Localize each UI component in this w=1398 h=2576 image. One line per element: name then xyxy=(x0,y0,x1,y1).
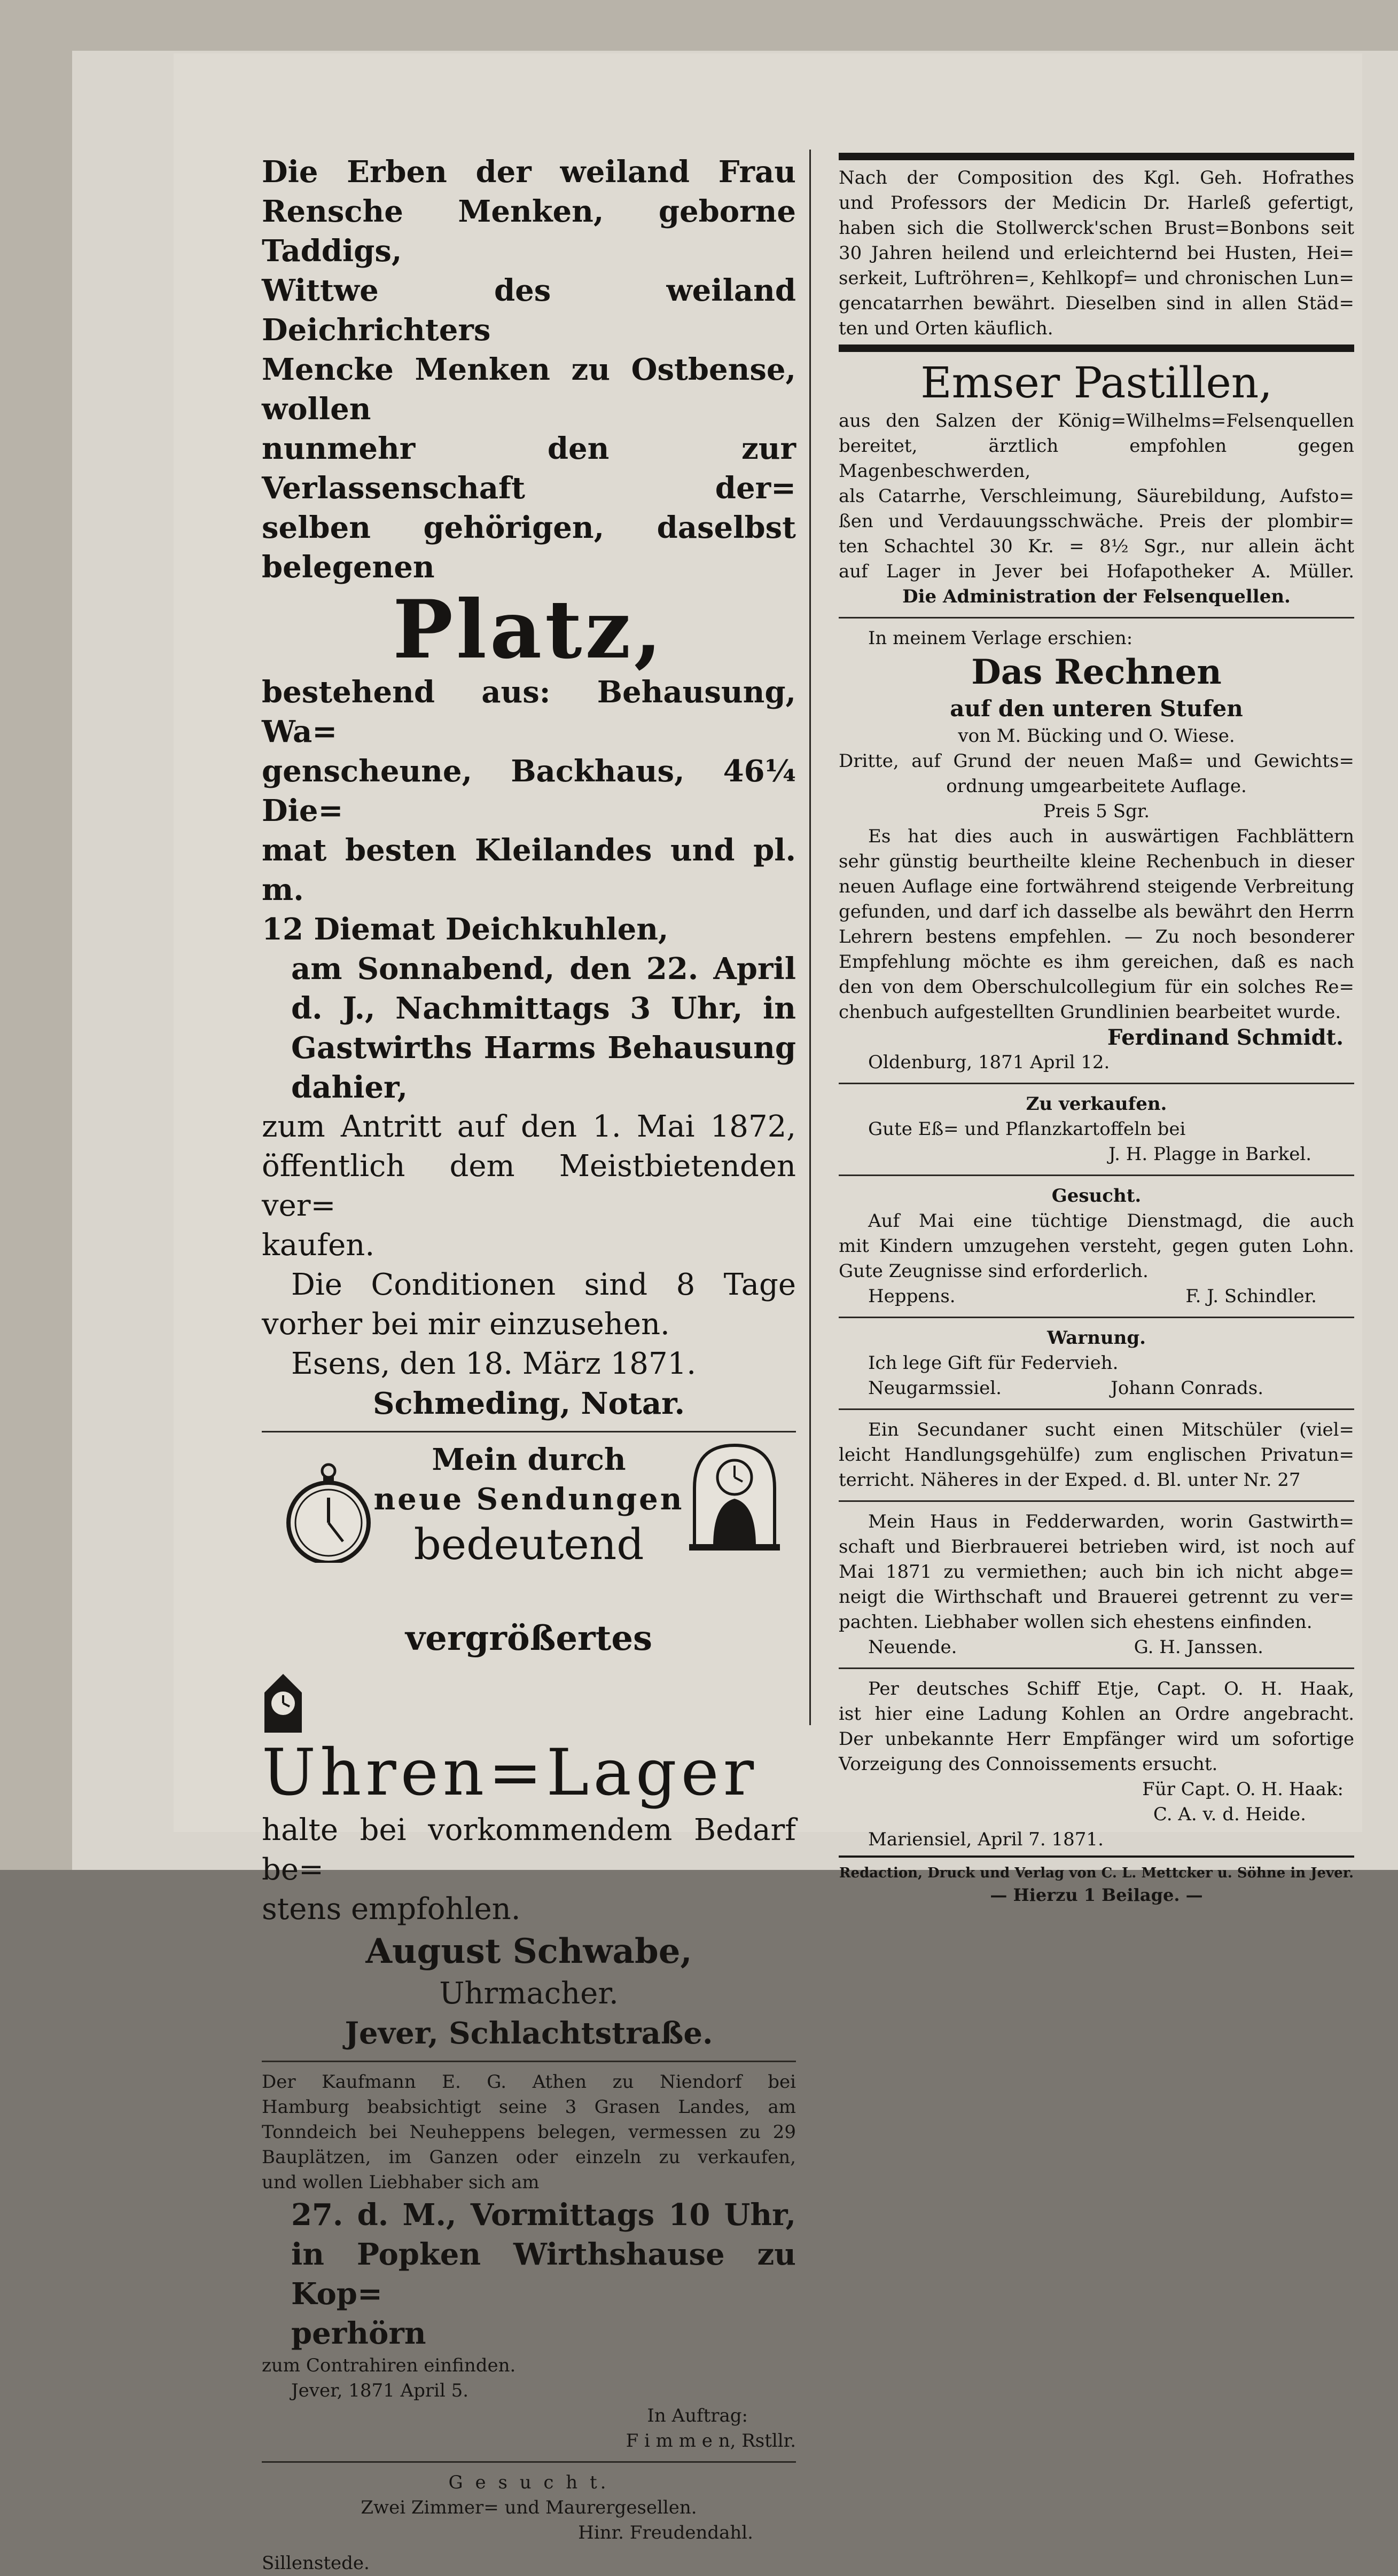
ad-line: mat besten Kleilandes und pl. m. xyxy=(262,833,796,907)
ad-line: ordnung umgearbeitete Auflage. xyxy=(946,776,1247,797)
ad-signature: J. H. Plagge in Barkel. xyxy=(1108,1144,1311,1165)
ad-line: In meinem Verlage erschien: xyxy=(868,628,1133,649)
ad-line: Auf Mai eine tüchtige Dienstmagd, die auch xyxy=(868,1210,1354,1232)
ad-line: bestehend aus: Behausung, Wa= xyxy=(262,675,796,749)
ad-separator xyxy=(839,1500,1354,1502)
ad-line: ten und Orten käuflich. xyxy=(839,318,1053,339)
ad-title: Zu verkaufen. xyxy=(1026,1093,1167,1115)
ad-line: in Popken Wirthshause zu Kop= xyxy=(291,2237,796,2312)
ad-signature: Ferdinand Schmidt. xyxy=(1107,1025,1344,1050)
clock-icon xyxy=(262,1671,304,1735)
ad-line: nunmehr den zur Verlassenschaft der= xyxy=(262,431,796,506)
ad-coal-shipment xyxy=(839,1677,1354,1852)
ad-wanted-masons xyxy=(262,2470,796,2576)
ad-line: Die Conditionen sind 8 Tage xyxy=(291,1267,796,1302)
ad-footer-row xyxy=(839,1635,1354,1660)
ad-clocks xyxy=(262,1440,796,2053)
clock-row xyxy=(262,1440,796,1616)
ad-line: Mencke Menken zu Ostbense, wollen xyxy=(262,352,796,427)
ad-title: G e s u c h t. xyxy=(448,2472,610,2493)
ad-line: Die Erben der weiland Frau xyxy=(262,154,796,190)
ad-line: aus den Salzen der König=Wilhelms=Felsenquellen xyxy=(839,410,1354,432)
ad-line: am Sonnabend, den 22. April xyxy=(291,951,796,986)
ad-line: chenbuch aufgestellten Grundlinien bearbeitet wurde. xyxy=(839,1001,1341,1023)
ad-land-sale xyxy=(262,2070,796,2454)
ad-line: perhörn xyxy=(291,2316,426,2351)
ad-line: Lehrern bestens empfehlen. — Zu noch besonderer xyxy=(839,926,1354,948)
page-footer xyxy=(839,1863,1354,1907)
ad-footer-row xyxy=(839,1284,1354,1309)
ad-headline: Platz, xyxy=(393,583,665,677)
ad-line: Gute Zeugnisse sind erforderlich. xyxy=(839,1260,1149,1282)
ad-footer-row xyxy=(839,1376,1354,1401)
ad-line: Tonndeich bei Neuheppens belegen, vermessen zu 29 xyxy=(262,2121,796,2143)
ad-line: auf Lager in Jever bei Hofapotheker A. Müller. xyxy=(839,561,1354,582)
ad-line: bedeutend xyxy=(413,1520,644,1569)
mantel-clock-icon xyxy=(684,1440,785,1552)
ad-place-date: Jever, 1871 April 5. xyxy=(291,2380,469,2401)
ad-line: 12 Diemat Deichkuhlen, xyxy=(262,912,669,947)
ad-line: Empfehlung möchte es ihm gereichen, daß es nach xyxy=(839,951,1354,973)
ad-separator xyxy=(839,1317,1354,1318)
ad-line: zum Antritt auf den 1. Mai 1872, xyxy=(262,1109,796,1144)
ad-emser-pastillen xyxy=(839,357,1354,609)
ad-signature: C. A. v. d. Heide. xyxy=(1153,1804,1306,1825)
ad-line: vergrößertes xyxy=(405,1618,653,1658)
ad-line: ßen und Verdauungsschwäche. Preis der plombir= xyxy=(839,511,1354,532)
ad-separator xyxy=(839,1667,1354,1669)
ad-separator xyxy=(262,2461,796,2463)
ad-place: Heppens. xyxy=(868,1286,956,1307)
ad-place: Neugarmssiel. xyxy=(868,1377,1002,1399)
ad-line: Der unbekannte Herr Empfänger wird um sofortige xyxy=(839,1728,1354,1750)
ad-line: gencatarrhen bewährt. Dieselben sind in allen Städ= xyxy=(839,293,1354,314)
ad-place: Neuende. xyxy=(868,1637,957,1658)
ad-line: Per deutsches Schiff Etje, Capt. O. H. Haak, xyxy=(868,1678,1354,1700)
ad-line: dahier, xyxy=(291,1070,408,1105)
ad-price: Preis 5 Sgr. xyxy=(1043,801,1150,822)
ad-line: neue Sendungen xyxy=(373,1482,684,1517)
ad-auction xyxy=(262,152,796,1423)
ad-line: leicht Handlungsgehülfe) zum englischen Privatun= xyxy=(839,1444,1354,1466)
ad-line: serkeit, Luftröhren=, Kehlkopf= und chronischen Lun= xyxy=(839,268,1354,289)
ad-house-rent xyxy=(839,1509,1354,1660)
ad-line: halte bei vorkommendem Bedarf be= xyxy=(262,1813,796,1887)
ad-line: gefunden, und darf ich dasselbe als bewährt den Herrn xyxy=(839,901,1354,922)
ad-signature: F. J. Schindler. xyxy=(1185,1286,1317,1307)
ad-line: als Catarrhe, Verschleimung, Säurebildung, Aufsto= xyxy=(839,486,1354,507)
ad-headline: Das Rechnen xyxy=(971,652,1222,692)
ad-line: selben gehörigen, daselbst belegenen xyxy=(262,510,796,585)
ad-line: öffentlich dem Meistbietenden ver= xyxy=(262,1149,796,1223)
ad-line: kaufen. xyxy=(262,1228,375,1263)
ad-line: 27. d. M., Vormittags 10 Uhr, xyxy=(291,2197,796,2233)
ad-line: neuen Auflage eine fortwährend steigende Verbreitung xyxy=(839,876,1354,897)
ad-book-rechnen xyxy=(839,626,1354,1075)
imprint: Redaction, Druck und Verlag von C. L. Mettcker u. Söhne in Jever. xyxy=(839,1865,1354,1881)
ad-line: d. J., Nachmittags 3 Uhr, in xyxy=(291,991,796,1026)
ad-line: Gute Eß= und Pflanzkartoffeln bei xyxy=(868,1118,1186,1140)
ad-signature: August Schwabe, xyxy=(365,1931,692,1971)
ad-separator xyxy=(839,1855,1354,1858)
ad-place-date: Mariensiel, April 7. 1871. xyxy=(868,1829,1104,1850)
ad-line: mit Kindern umzugehen versteht, gegen guten Lohn. xyxy=(839,1235,1354,1257)
ad-line: genscheune, Backhaus, 46¼ Die= xyxy=(262,754,796,828)
left-column xyxy=(262,152,796,2576)
supplement-note: — Hierzu 1 Beilage. — xyxy=(990,1885,1203,1905)
ad-line: ist hier eine Ladung Kohlen an Ordre angebracht. xyxy=(839,1703,1354,1725)
ad-line: Es hat dies auch in auswärtigen Fachblättern xyxy=(868,826,1354,847)
ad-line: In Auftrag: xyxy=(647,2405,748,2426)
ad-separator xyxy=(262,2061,796,2062)
ad-signature: G. H. Janssen. xyxy=(1134,1637,1263,1658)
column-divider xyxy=(809,150,811,1725)
ad-line: Hamburg beabsichtigt seine 3 Grasen Landes, am xyxy=(262,2096,796,2118)
ad-line: und Professors der Medicin Dr. Harleß gefertigt, xyxy=(839,192,1354,214)
ad-headline: Emser Pastillen, xyxy=(920,358,1272,408)
ad-for-sale xyxy=(839,1092,1354,1167)
ad-signature: Johann Conrads. xyxy=(1111,1377,1263,1399)
ad-separator xyxy=(839,344,1354,352)
ad-line: Mai 1871 zu vermiethen; auch bin ich nicht abge= xyxy=(839,1561,1354,1583)
ad-warning xyxy=(839,1326,1354,1401)
ad-place: Sillenstede. xyxy=(262,2552,370,2574)
ad-place-date: Esens, den 18. März 1871. xyxy=(291,1346,696,1381)
ad-line: schaft und Bierbrauerei betrieben wird, ist noch auf xyxy=(839,1536,1354,1557)
ad-line: stens empfohlen. xyxy=(262,1892,521,1927)
ad-separator xyxy=(839,153,1354,160)
ad-wanted-maid xyxy=(839,1184,1354,1309)
ad-signature: F i m m e n, Rstllr. xyxy=(626,2430,796,2452)
ad-line: Wittwe des weiland Deichrichters xyxy=(262,273,796,348)
ad-separator xyxy=(262,1431,796,1432)
ad-line: Mein durch xyxy=(432,1442,626,1477)
ad-line: Gastwirths Harms Behausung xyxy=(291,1030,796,1066)
ad-separator xyxy=(839,1083,1354,1084)
ad-subtitle: auf den unteren Stufen xyxy=(950,695,1243,722)
ad-line: den von dem Oberschulcollegium für ein solches Re= xyxy=(839,976,1354,998)
ad-line: pachten. Liebhaber wollen sich ehestens einfinden. xyxy=(839,1611,1313,1633)
ad-separator xyxy=(839,1175,1354,1176)
ad-line: Mein Haus in Fedderwarden, worin Gastwirth= xyxy=(868,1511,1354,1532)
ad-separator xyxy=(839,1408,1354,1410)
ad-line: Ich lege Gift für Federvieh. xyxy=(868,1352,1119,1374)
uhren-lager-title: Uhren=Lager xyxy=(262,1736,759,1810)
ad-line: und wollen Liebhaber sich am xyxy=(262,2172,540,2193)
ad-line: Bauplätzen, im Ganzen oder einzeln zu verkaufen, xyxy=(262,2147,796,2168)
ad-place-date: Oldenburg, 1871 April 12. xyxy=(868,1052,1110,1073)
ad-line: haben sich die Stollwerck'schen Brust=Bonbons seit xyxy=(839,217,1354,239)
ad-line: Zwei Zimmer= und Maurergesellen. xyxy=(361,2497,697,2518)
ad-address: Jever, Schlachtstraße. xyxy=(345,2016,713,2051)
pocket-watch-icon xyxy=(283,1461,374,1563)
ad-line: Rensche Menken, geborne Taddigs, xyxy=(262,194,796,269)
ad-line: ten Schachtel 30 Kr. = 8½ Sgr., nur allein ächt xyxy=(839,536,1354,557)
ad-line: Nach der Composition des Kgl. Geh. Hofrathes xyxy=(839,167,1354,189)
ad-headline xyxy=(262,1661,796,1811)
ad-signature: Hinr. Freudendahl. xyxy=(578,2522,753,2543)
ad-line: Uhrmacher. xyxy=(439,1976,619,2011)
ad-line: Dritte, auf Grund der neuen Maß= und Gewichts= xyxy=(839,750,1354,772)
ad-title: Gesucht. xyxy=(1051,1185,1142,1207)
ad-line: terricht. Näheres in der Exped. d. Bl. unter Nr. 27 xyxy=(839,1469,1301,1491)
ad-line: vorher bei mir einzusehen. xyxy=(262,1307,670,1342)
ad-line: Vorzeigung des Connoissements ersucht. xyxy=(839,1753,1218,1775)
ad-line: von M. Bücking und O. Wiese. xyxy=(958,725,1235,747)
ad-line: Der Kaufmann E. G. Athen zu Niendorf bei xyxy=(262,2071,796,2093)
ad-line: neigt die Wirthschaft und Brauerei getrennt zu ver= xyxy=(839,1586,1354,1608)
ad-line: sehr günstig beurtheilte kleine Rechenbuch in dieser xyxy=(839,851,1354,872)
ad-signature: Die Administration der Felsenquellen. xyxy=(902,586,1291,607)
ad-line: 30 Jahren heilend und erleichternd bei Husten, Hei= xyxy=(839,242,1354,264)
ad-tutoring xyxy=(839,1418,1354,1493)
right-column xyxy=(839,150,1354,1907)
ad-line: Ein Secundaner sucht einen Mitschüler (viel= xyxy=(868,1419,1354,1440)
ad-line: bereitet, ärztlich empfohlen gegen Magenbeschwerden, xyxy=(839,435,1354,482)
ad-separator xyxy=(839,617,1354,618)
ad-signature: Schmeding, Notar. xyxy=(373,1386,685,1421)
ad-title: Warnung. xyxy=(1047,1327,1146,1349)
ad-line: zum Contrahiren einfinden. xyxy=(262,2355,516,2376)
ad-brust-bonbons xyxy=(839,166,1354,341)
ad-line: Für Capt. O. H. Haak: xyxy=(1142,1779,1344,1800)
